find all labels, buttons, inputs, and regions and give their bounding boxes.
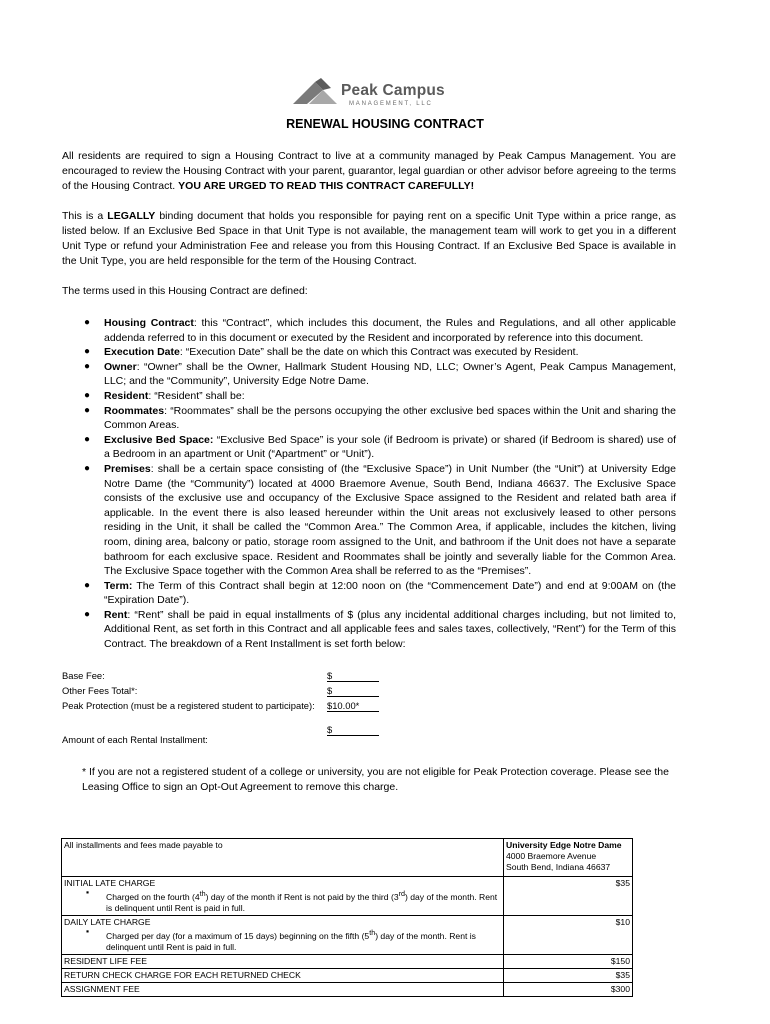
assignment-label: ASSIGNMENT FEE <box>62 982 504 996</box>
legal-paragraph <box>62 209 676 269</box>
table-row <box>62 839 633 877</box>
definition-text: “Owner” shall be the Owner, Hallmark Student Housing ND, LLC; Owner’s Agent, Peak Campus Management, LLC; and the “Community”, University Edge Notre Dame. <box>104 360 676 388</box>
definition-item <box>62 345 676 360</box>
logo-name: Peak Campus <box>341 82 445 99</box>
bullet-icon: ● <box>84 579 91 591</box>
base-fee-field[interactable]: $ <box>327 670 379 682</box>
definition-item <box>62 389 676 404</box>
payee-cell <box>504 839 633 877</box>
definition-item <box>62 608 676 652</box>
other-fees-row <box>62 685 333 696</box>
initial-late-label: INITIAL LATE CHARGE <box>64 878 156 888</box>
definition-term: Resident <box>104 389 149 402</box>
daily-late-label: DAILY LATE CHARGE <box>64 916 151 927</box>
base-fee-label: Base Fee: <box>62 670 105 681</box>
initial-late-amount: $35 <box>504 877 633 916</box>
definition-text: shall be a certain space consisting of (the “Exclusive Space”) in Unit Number (the “Unit”) at University Edge Notre Dame (the “Community”) located at 4000 Braemore Avenue, South Bend, Indiana 46637. The Exclusive Space consists of the exclusive use and occupancy of the Exclusive Space assigned to the Resident and related bath area if applicable. In the event there is also leased hereunder within the Unit areas not exclusively leased to other persons residing in the Unit, it shall be called the “Common Area.” The Common Area, if applicable, includes the kitchen, living room, dining area, balcony or patio, storage room assigned to the Unit, and bathroom if the Unit does not have a separate bathroom for each exclusive space. Resident and Roommates shall be jointly and severally liable for the Common Area. The Exclusive Space together with the Common Area shall be referred to as the “Premises”. <box>104 462 676 578</box>
bullet-icon: ● <box>84 346 91 358</box>
daily-late-cell <box>62 915 504 954</box>
definition-text: “Exclusive Bed Space” is your sole (if Bedroom is private) or shared (if Bedroom is shared) use of a Bedroom in an apartment or Unit (“Apartment” or “Unit”). <box>104 433 677 461</box>
payee-street: 4000 Braemore Avenue <box>506 851 597 861</box>
peak-protection-label: Peak Protection (must be a registered student to participate): <box>62 700 315 711</box>
definition-term: Roommates <box>104 404 165 417</box>
other-fees-label: Other Fees Total*: <box>62 685 138 696</box>
logo-subtitle: MANAGEMENT, LLC <box>349 101 433 107</box>
base-fee-row <box>62 670 333 681</box>
definitions-list <box>62 316 676 652</box>
bullet-icon: ▪ <box>86 887 90 897</box>
daily-late-amount: $10 <box>504 915 633 954</box>
definition-sep: : <box>148 389 155 402</box>
legal-bold: LEGALLY <box>107 210 156 222</box>
legal-post: binding document that holds you responsible for paying rent on a specific Unit Type within a price range, as listed below. If an Exclusive Bed Space in that Unit Type is not available, the management team will work to get you in a different Unit Type or refund your Administration Fee and release you from this Housing Contract. If an Exclusive Bed Space is available in the Unit Type, you are held responsible for the term of the Housing Contract. <box>62 210 676 267</box>
table-row <box>62 954 633 968</box>
definition-sep: : <box>193 317 202 329</box>
payable-label: All installments and fees made payable to <box>62 839 504 877</box>
peak-protection-field[interactable]: $10.00* <box>327 700 379 712</box>
bullet-icon: ● <box>84 608 91 620</box>
installment-label: Amount of each Rental Installment: <box>62 734 208 745</box>
definition-text: “Resident” shall be: <box>154 389 245 402</box>
definition-sep: : <box>179 346 186 359</box>
bullet-icon: ● <box>84 360 91 372</box>
definition-item <box>62 579 676 608</box>
intro-text: All residents are required to sign a Housing Contract to live at a community managed by Peak Campus Management. You are encouraged to review the Housing Contract with your parent, guarantor, legal guardian or other advisor before agreeing to the terms of the Housing Contract. <box>62 150 676 192</box>
payee-city: South Bend, Indiana 46637 <box>506 862 611 872</box>
document-title: RENEWAL HOUSING CONTRACT <box>286 117 484 131</box>
definition-sep: : <box>127 608 135 621</box>
definition-term: Exclusive Bed Space: <box>104 433 214 446</box>
table-row <box>62 877 633 916</box>
resident-life-label: RESIDENT LIFE FEE <box>62 954 504 968</box>
definition-sep: : <box>150 462 158 475</box>
bullet-icon: ● <box>84 462 91 474</box>
definition-term: Housing Contract <box>104 317 194 329</box>
bullet-icon: ● <box>84 317 91 328</box>
table-row <box>62 915 633 954</box>
definition-item <box>62 462 676 579</box>
peak-protection-note: * If you are not a registered student of a college or university, you are not eligible for Peak Protection coverage. Please see the Leasing Office to sign an Opt-Out Agreement to remove this charge. <box>82 766 669 793</box>
terms-intro: The terms used in this Housing Contract are defined: <box>62 285 308 297</box>
initial-late-cell <box>62 877 504 916</box>
bullet-icon: ● <box>84 389 91 401</box>
definition-item <box>62 404 676 433</box>
definition-item <box>62 360 676 389</box>
intro-warning: YOU ARE URGED TO READ THIS CONTRACT CAREFULLY! <box>178 180 475 192</box>
definition-term: Term: <box>104 579 133 592</box>
definition-sep: : <box>136 360 144 373</box>
payee-name: University Edge Notre Dame <box>506 840 622 850</box>
assignment-amount: $300 <box>504 982 633 996</box>
fees-table <box>61 838 633 997</box>
definition-item <box>62 433 676 462</box>
table-row <box>62 968 633 982</box>
definition-term: Owner <box>104 360 137 373</box>
daily-late-desc-wrap: ▪ Charged per day (for a maximum of 15 days) beginning on the fifth (5th) day of the month. Rent is delinquent until Rent is paid in full. <box>86 925 476 952</box>
peak-protection-row <box>62 700 360 711</box>
resident-life-amount: $150 <box>504 954 633 968</box>
definition-sep: : <box>164 404 171 417</box>
definition-term: Execution Date <box>104 346 180 359</box>
installment-row <box>62 724 333 745</box>
bullet-icon: ● <box>84 433 91 445</box>
other-fees-field[interactable]: $ <box>327 685 379 697</box>
table-row <box>62 982 633 996</box>
definition-item <box>62 316 676 345</box>
definition-text: this “Contract”, which includes this document, the Rules and Regulations, and all other applicable addenda referred to in this document or executed by the Resident and incorporated by reference into this document. <box>104 317 676 344</box>
definition-text: “Rent” shall be paid in equal installments of $ (plus any incidental additional charges including, but not limited to, Additional Rent, as set forth in this Contract and all applicable fees and sales taxes, collectively, “Rent”) for the Term of this Contract. The breakdown of a Rent Installment is set forth below: <box>104 608 677 651</box>
definition-term: Rent <box>104 608 128 621</box>
intro-paragraph <box>62 149 676 194</box>
initial-late-desc-wrap: ▪ Charged on the fourth (4th) day of the month if Rent is not paid by the third (3rd) day of the month. Rent is delinquent until Rent is paid in full. <box>86 887 498 913</box>
definition-term: Premises <box>104 462 151 475</box>
installment-field[interactable]: $ <box>327 724 379 736</box>
legal-pre: This is a <box>62 210 108 222</box>
definition-text: “Roommates” shall be the persons occupying the other exclusive bed spaces within the Unit and sharing the Common Areas. <box>104 404 676 432</box>
return-check-amount: $35 <box>504 968 633 982</box>
bullet-icon: ● <box>84 404 91 416</box>
bullet-icon: ▪ <box>86 925 90 936</box>
definition-text: “Execution Date” shall be the date on which this Contract was executed by Resident. <box>185 346 579 359</box>
definition-text: The Term of this Contract shall begin at 12:00 noon on (the “Commencement Date”) and end at 9:00AM on (the “Expiration Date”). <box>104 579 677 607</box>
return-check-label: RETURN CHECK CHARGE FOR EACH RETURNED CHECK <box>62 968 504 982</box>
